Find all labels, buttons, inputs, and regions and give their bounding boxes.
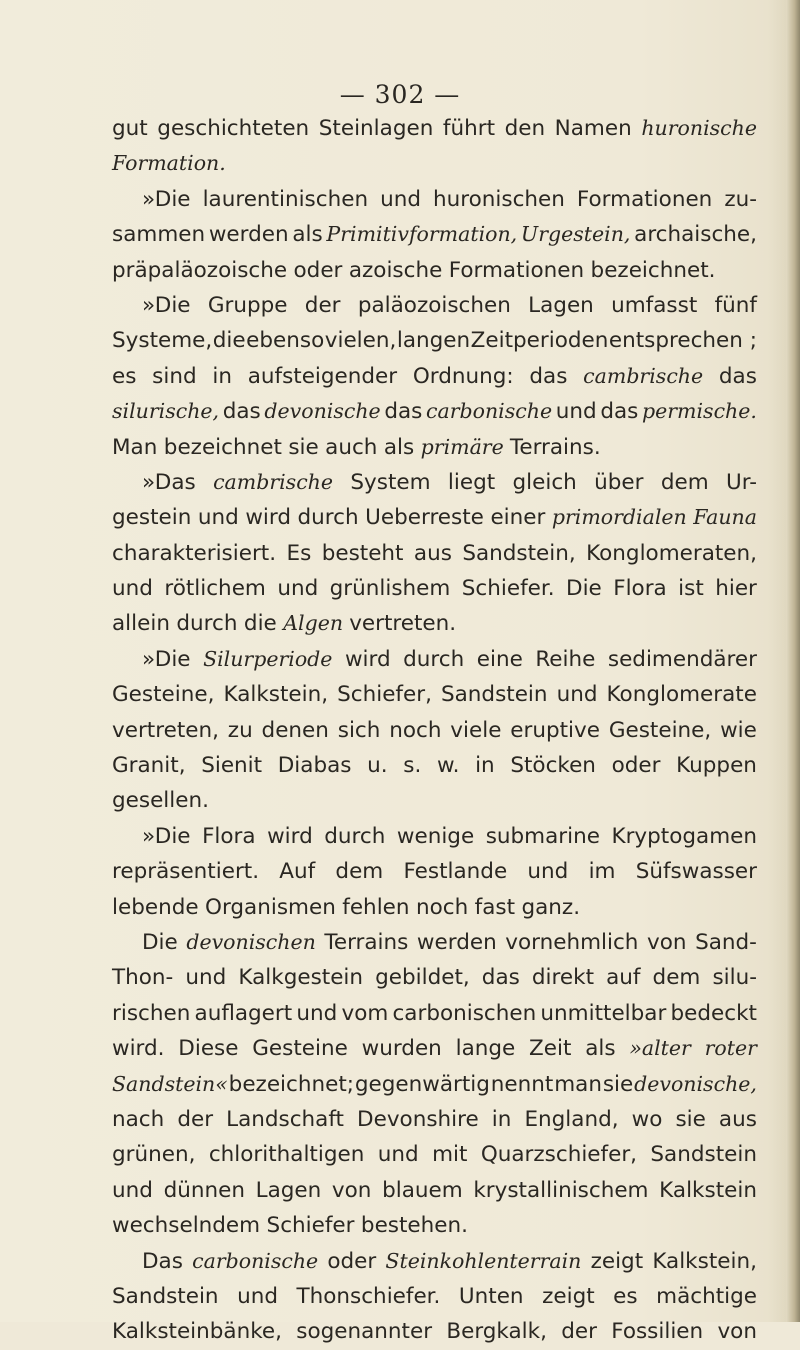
word: lange: [455, 1036, 516, 1062]
word: Formationen: [576, 186, 713, 212]
word: und: [277, 576, 319, 602]
word: das: [384, 399, 423, 425]
word: »Die: [142, 292, 191, 318]
word: System: [350, 469, 431, 495]
word: Sandstein,: [462, 540, 576, 566]
text-line: [112, 713, 757, 748]
word: wird.: [112, 1036, 165, 1062]
word: rischen: [112, 1000, 191, 1026]
word: vom: [341, 1000, 389, 1026]
word: sind: [152, 363, 197, 389]
word: eine: [476, 646, 523, 672]
word: Gesteine,: [112, 682, 215, 708]
body-text: [112, 111, 757, 1350]
word: Festlande: [403, 859, 508, 885]
word: wird: [267, 823, 313, 849]
word: Konglomerate: [606, 682, 757, 708]
word: geschichteten: [157, 116, 310, 141]
word: noch: [389, 717, 442, 743]
text-line: [112, 677, 757, 712]
italic-word: primordialen: [551, 505, 687, 530]
page-edge: [786, 0, 800, 1322]
text-line: [112, 1314, 757, 1349]
word: den: [504, 116, 546, 141]
text-line: [112, 465, 757, 500]
word: und: [555, 399, 597, 425]
word: Diabas: [277, 753, 352, 779]
word: Diese: [178, 1036, 239, 1062]
text-line: [112, 1173, 757, 1208]
word: Kuppen: [676, 753, 757, 779]
word: der: [561, 1319, 597, 1345]
word: »Die: [142, 186, 191, 212]
word: sogenannter: [296, 1319, 433, 1345]
word: lebende: [112, 894, 199, 920]
word: gegenwärtig: [354, 1071, 490, 1097]
italic-word: carbonische: [426, 399, 553, 424]
word: und: [296, 1000, 338, 1026]
text-line: [112, 890, 757, 925]
italic-word: Formation.: [112, 151, 226, 176]
word: die: [243, 611, 277, 637]
word: der: [304, 292, 341, 318]
word: besteht: [321, 540, 404, 566]
word: oder: [327, 1248, 377, 1274]
word: ebenso: [246, 328, 325, 354]
text-line: [112, 253, 757, 288]
word: und: [380, 186, 421, 212]
word: vertreten.: [349, 611, 457, 637]
text-line: [112, 642, 757, 677]
text-line: [112, 748, 757, 783]
text-line: [112, 1067, 757, 1102]
word: silu-: [712, 965, 757, 991]
word: es: [613, 1283, 638, 1309]
text-line: [112, 359, 757, 394]
word: Thon-: [112, 965, 174, 991]
word: vertreten,: [112, 717, 219, 743]
word: Es: [286, 540, 312, 566]
word: direkt: [531, 965, 595, 991]
word: huronischen: [433, 186, 565, 212]
word: wo: [631, 1106, 663, 1132]
word: Ordnung:: [412, 363, 514, 389]
italic-word: Sandstein«: [112, 1071, 228, 1096]
word: Devonshire: [357, 1106, 479, 1132]
italic-word: carbonische: [192, 1248, 319, 1273]
word: umfasst: [611, 292, 698, 318]
word: Kalkstein: [659, 1177, 757, 1203]
word: Granit,: [112, 753, 186, 779]
word: krystallinischem: [473, 1177, 649, 1203]
word: vielen,: [324, 328, 397, 354]
word: und: [237, 1283, 278, 1309]
word: entsprechen ;: [608, 328, 757, 354]
word: zeigt: [542, 1283, 595, 1309]
word: Gruppe: [207, 292, 288, 318]
text-line: [112, 394, 757, 429]
word: Systeme,: [112, 328, 213, 354]
word: und: [112, 576, 153, 602]
word: »Die: [142, 823, 191, 849]
word: rötlichem: [164, 576, 266, 602]
word: blauem: [382, 1177, 463, 1203]
word: sich: [337, 717, 381, 743]
word: Flora: [202, 823, 256, 849]
italic-word: »alter: [629, 1036, 691, 1061]
word: Kalkstein,: [652, 1248, 757, 1274]
word: mächtige: [656, 1283, 757, 1309]
text-line: [112, 783, 757, 818]
word: Gesteine: [252, 1036, 348, 1062]
text-line: [112, 536, 757, 571]
word: zeigt: [590, 1248, 644, 1274]
word: nach: [112, 1106, 165, 1132]
word: zu: [227, 717, 253, 743]
word: Namen: [554, 116, 632, 141]
word: Sandstein: [112, 1283, 219, 1309]
word: Reihe: [535, 646, 596, 672]
text-line: [112, 1031, 757, 1066]
word: das: [529, 363, 568, 389]
word: Ur-: [726, 469, 757, 495]
italic-word: Steinkohlenterrain: [385, 1248, 582, 1273]
text-line: [112, 854, 757, 889]
text-line: [112, 1102, 757, 1137]
italic-word: roter: [704, 1036, 757, 1061]
word: durch: [403, 646, 465, 672]
word: ist: [678, 576, 704, 602]
word: gleich: [512, 469, 577, 495]
word: im: [588, 859, 616, 885]
word: und: [377, 1142, 419, 1168]
word: langen: [396, 328, 471, 354]
word: Terrains.: [509, 434, 601, 460]
word: denen: [261, 717, 329, 743]
word: eruptive: [510, 717, 600, 743]
word: und: [197, 505, 239, 531]
italic-word: Primitivformation,: [326, 222, 518, 247]
word: Die: [142, 929, 178, 955]
word: und: [527, 859, 569, 885]
word: das: [718, 363, 757, 389]
word: carbonischen: [392, 1000, 537, 1026]
italic-word: devonische: [264, 399, 381, 424]
word: sammen: [112, 222, 206, 248]
word: fehlen: [342, 894, 410, 920]
word: Landschaft: [226, 1106, 344, 1132]
word: das: [481, 965, 520, 991]
word: paläozoischen: [357, 292, 511, 318]
text-line: [112, 323, 757, 358]
word: sie: [288, 434, 319, 460]
word: in: [475, 753, 495, 779]
word: wird: [245, 505, 291, 531]
word: charakterisiert.: [112, 540, 277, 566]
word: Schiefer.: [461, 576, 555, 602]
word: und: [112, 1177, 153, 1203]
word: auch: [325, 434, 378, 460]
word: Schiefer: [266, 1213, 355, 1239]
word: gesellen.: [112, 788, 209, 814]
word: hier: [715, 576, 757, 602]
text-line: [112, 819, 757, 854]
word: Gesteine,: [608, 717, 712, 743]
word: die: [212, 328, 246, 354]
word: dem: [335, 859, 384, 885]
word: England,: [524, 1106, 619, 1132]
word: laurentinischen: [202, 186, 369, 212]
word: repräsentiert.: [112, 859, 260, 885]
word: sedimendärer: [607, 646, 757, 672]
word: aus: [718, 1106, 757, 1132]
word: wird: [344, 646, 391, 672]
word: bezeichnet;: [228, 1071, 355, 1097]
text-line: [112, 182, 757, 217]
word: sie: [675, 1106, 706, 1132]
word: als: [585, 1036, 616, 1062]
text-line: [112, 217, 757, 252]
word: Sand-: [695, 929, 757, 955]
word: Bergkalk,: [446, 1319, 547, 1345]
word: Schiefer,: [337, 682, 432, 708]
word: Unten: [458, 1283, 524, 1309]
text-line: [112, 430, 757, 465]
word: Zeit: [529, 1036, 572, 1062]
word: Süfswasser: [635, 859, 757, 885]
word: Zeitperioden: [470, 328, 609, 354]
word: zu-: [724, 186, 757, 212]
word: bestehen.: [360, 1213, 468, 1239]
text-line: [112, 1279, 757, 1314]
text-line: [112, 1208, 757, 1243]
word: und: [185, 965, 227, 991]
word: grünen,: [112, 1142, 196, 1168]
text-line: [112, 500, 757, 535]
italic-word: cambrische: [583, 363, 704, 388]
word: Quarzschiefer,: [480, 1142, 637, 1168]
word: oder: [293, 257, 343, 283]
word: wenige: [396, 823, 475, 849]
word: gut: [112, 116, 148, 141]
word: als: [292, 222, 323, 248]
word: es: [112, 363, 137, 389]
italic-word: Urgestein,: [520, 222, 631, 247]
word: Man: [112, 434, 158, 460]
word: Kalksteinbänke,: [112, 1319, 282, 1345]
word: auf: [606, 965, 641, 991]
word: wechselndem: [112, 1213, 261, 1239]
text-line: [112, 288, 757, 323]
word: Formationen: [448, 257, 585, 283]
word: Kryptogamen: [611, 823, 757, 849]
word: Kalkgestein: [238, 965, 364, 991]
word: Terrains: [324, 929, 409, 955]
word: werden: [208, 222, 289, 248]
word: in: [491, 1106, 512, 1132]
word: Die: [566, 576, 602, 602]
italic-word: cambrische: [213, 469, 334, 494]
word: der: [177, 1106, 214, 1132]
word: fast: [474, 894, 516, 920]
word: Konglomeraten,: [586, 540, 757, 566]
word: Sandstein: [650, 1142, 757, 1168]
word: Lagen: [255, 1177, 322, 1203]
word: allein: [112, 611, 170, 637]
word: man: [554, 1071, 602, 1097]
word: Auf: [279, 859, 316, 885]
word: u.: [367, 753, 388, 779]
word: wurden: [361, 1036, 442, 1062]
word: gebildet,: [375, 965, 470, 991]
word: Flora: [613, 576, 667, 602]
word: dünnen: [163, 1177, 245, 1203]
word: oder: [611, 753, 661, 779]
word: Fossilien: [611, 1319, 704, 1345]
word: auflagert: [194, 1000, 293, 1026]
word: werden: [416, 929, 497, 955]
text-line: [112, 146, 757, 181]
word: »Die: [142, 646, 191, 672]
word: viele: [450, 717, 502, 743]
word: das: [222, 399, 261, 425]
word: über: [594, 469, 644, 495]
word: einer: [490, 505, 546, 531]
word: mit: [432, 1142, 468, 1168]
text-line: [112, 960, 757, 995]
italic-word: huronische: [641, 116, 757, 140]
word: präpaläozoische: [112, 257, 288, 283]
word: führt: [442, 116, 495, 141]
word: von: [717, 1319, 757, 1345]
word: bezeichnet: [163, 434, 282, 460]
word: aufsteigender: [247, 363, 398, 389]
word: bedeckt: [670, 1000, 757, 1026]
italic-word: devonische,: [634, 1071, 757, 1096]
word: als: [383, 434, 415, 460]
word: Sienit: [201, 753, 263, 779]
italic-word: Fauna: [693, 505, 757, 530]
text-line: [112, 571, 757, 606]
italic-word: silurische,: [112, 399, 220, 424]
word: Organismen: [205, 894, 336, 920]
word: von: [331, 1177, 372, 1203]
italic-word: devonischen: [186, 929, 316, 954]
word: w.: [436, 753, 460, 779]
italic-word: primäre: [420, 434, 504, 459]
italic-word: Silurperiode: [203, 646, 333, 671]
word: ganz.: [521, 894, 581, 920]
word: nennt: [490, 1071, 554, 1097]
text-line: [112, 1137, 757, 1172]
word: Stöcken: [510, 753, 596, 779]
word: durch: [324, 823, 386, 849]
word: und: [556, 682, 598, 708]
word: dem: [660, 469, 709, 495]
text-line: [112, 925, 757, 960]
word: in: [212, 363, 232, 389]
word: dem: [652, 965, 701, 991]
word: unmittelbar: [540, 1000, 667, 1026]
word: bezeichnet.: [590, 257, 716, 283]
word: s.: [403, 753, 422, 779]
word: Das: [142, 1248, 183, 1274]
word: Lagen: [528, 292, 594, 318]
word: durch: [297, 505, 359, 531]
word: azoische: [348, 257, 443, 283]
italic-word: permische.: [642, 399, 757, 424]
word: Steinlagen: [318, 116, 434, 141]
italic-word: Algen: [283, 611, 344, 636]
word: Kalkstein,: [223, 682, 329, 708]
page-number: — 302 —: [339, 80, 461, 109]
word: von: [647, 929, 687, 955]
word: aus: [413, 540, 452, 566]
text-line: [112, 111, 757, 146]
word: das: [600, 399, 639, 425]
text-line: [112, 1244, 757, 1279]
word: »Das: [142, 469, 196, 495]
word: grünlishem: [329, 576, 451, 602]
word: durch: [176, 611, 238, 637]
word: sie: [602, 1071, 634, 1097]
word: submarine: [485, 823, 600, 849]
word: liegt: [447, 469, 496, 495]
word: fünf: [714, 292, 757, 318]
word: archaische,: [634, 222, 757, 248]
text-line: [112, 606, 757, 641]
word: noch: [415, 894, 469, 920]
word: gestein: [112, 505, 192, 531]
text-line: [112, 996, 757, 1031]
word: Sandstein: [440, 682, 548, 708]
word: Thonschiefer.: [296, 1283, 441, 1309]
word: wie: [720, 717, 757, 743]
word: vornehmlich: [505, 929, 639, 955]
word: Ueberreste: [365, 505, 484, 531]
word: chlorithaltigen: [208, 1142, 365, 1168]
